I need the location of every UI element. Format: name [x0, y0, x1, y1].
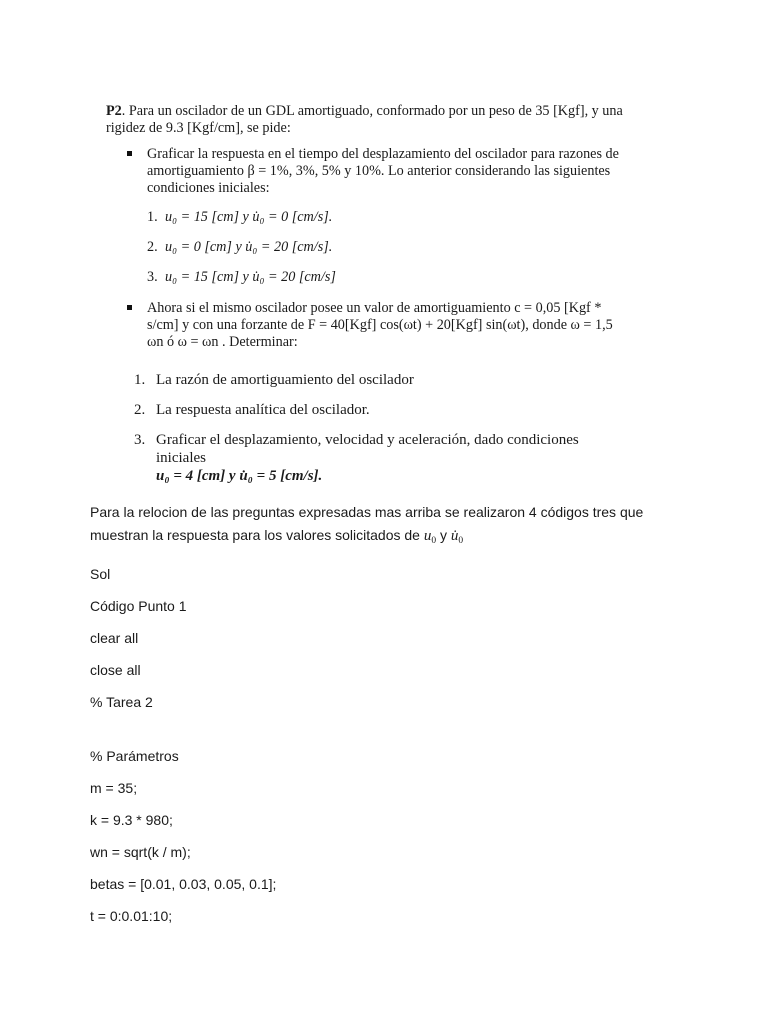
bullet-graficar-text: Graficar la respuesta en el tiempo del desplazamiento del oscilador para razones de amortiguamiento β = 1%, 3%, 5% y 10%. Lo anterior considerando las siguientes condiciones iniciales:: [147, 146, 619, 196]
bullet-square-icon: [127, 151, 132, 156]
u0-symbol: $u_0$: [423, 528, 437, 546]
code-line: clear all: [90, 630, 139, 646]
answer-intro: Para la relocion de las preguntas expresadas mas arriba se realizaron 4 códigos tres que muestran la respuesta para los valores solicitados de $u_0$ y $u̇_0$: [90, 504, 644, 546]
answer-section: [90, 501, 680, 927]
condition-item: 3. u₀ = 15 [cm] y u̇₀ = 20 [cm/s]: [147, 269, 336, 285]
initial-conditions-list: [147, 209, 626, 286]
task-item: 3. Graficar el desplazamiento, velocidad y aceleración, dado condiciones iniciales u₀ = 4 [cm] y u̇₀ = 5 [cm/s].: [134, 432, 579, 484]
problem-statement: [106, 103, 626, 485]
task-item: 1. La razón de amortiguamiento del oscilador: [134, 372, 414, 388]
code-line: % Parámetros: [90, 748, 179, 764]
code-line: Código Punto 1: [90, 598, 187, 614]
ud0-symbol: $u̇_0$: [450, 528, 464, 546]
bullet-graficar: [106, 146, 626, 286]
problem-title: P2. Para un oscilador de un GDL amortiguado, conformado por un peso de 35 [Kgf], y una rigidez de 9.3 [Kgf/cm], se pide:: [106, 103, 623, 136]
code-line: close all: [90, 662, 141, 678]
condition-item: 2. u₀ = 0 [cm] y u̇₀ = 20 [cm/s].: [147, 239, 333, 255]
code-line: k = 9.3 * 980;: [90, 812, 173, 828]
code-line: wn = sqrt(k / m);: [90, 844, 191, 860]
task-item: 2. La respuesta analítica del oscilador.: [134, 402, 370, 418]
code-line: betas = [0.01, 0.03, 0.05, 0.1];: [90, 876, 277, 892]
code-line: m = 35;: [90, 780, 138, 796]
code-line: t = 0:0.01:10;: [90, 908, 173, 924]
code-line: % Tarea 2: [90, 694, 153, 710]
bullet-amortiguamiento-text: Ahora si el mismo oscilador posee un valor de amortiguamiento c = 0,05 [Kgf * s/cm] y con una forzante de F = 40[Kgf] cos(ωt) + 20[Kgf] sin(ωt), donde ω = 1,5 ωn ó ω = ωn . Determinar:: [147, 300, 613, 350]
tasks-list: [106, 371, 626, 485]
bullet-amortiguamiento: [106, 300, 626, 351]
code-line: Sol: [90, 566, 111, 582]
condition-item: 1. u₀ = 15 [cm] y u̇₀ = 0 [cm/s].: [147, 209, 333, 225]
bullet-square-icon: [127, 305, 132, 310]
